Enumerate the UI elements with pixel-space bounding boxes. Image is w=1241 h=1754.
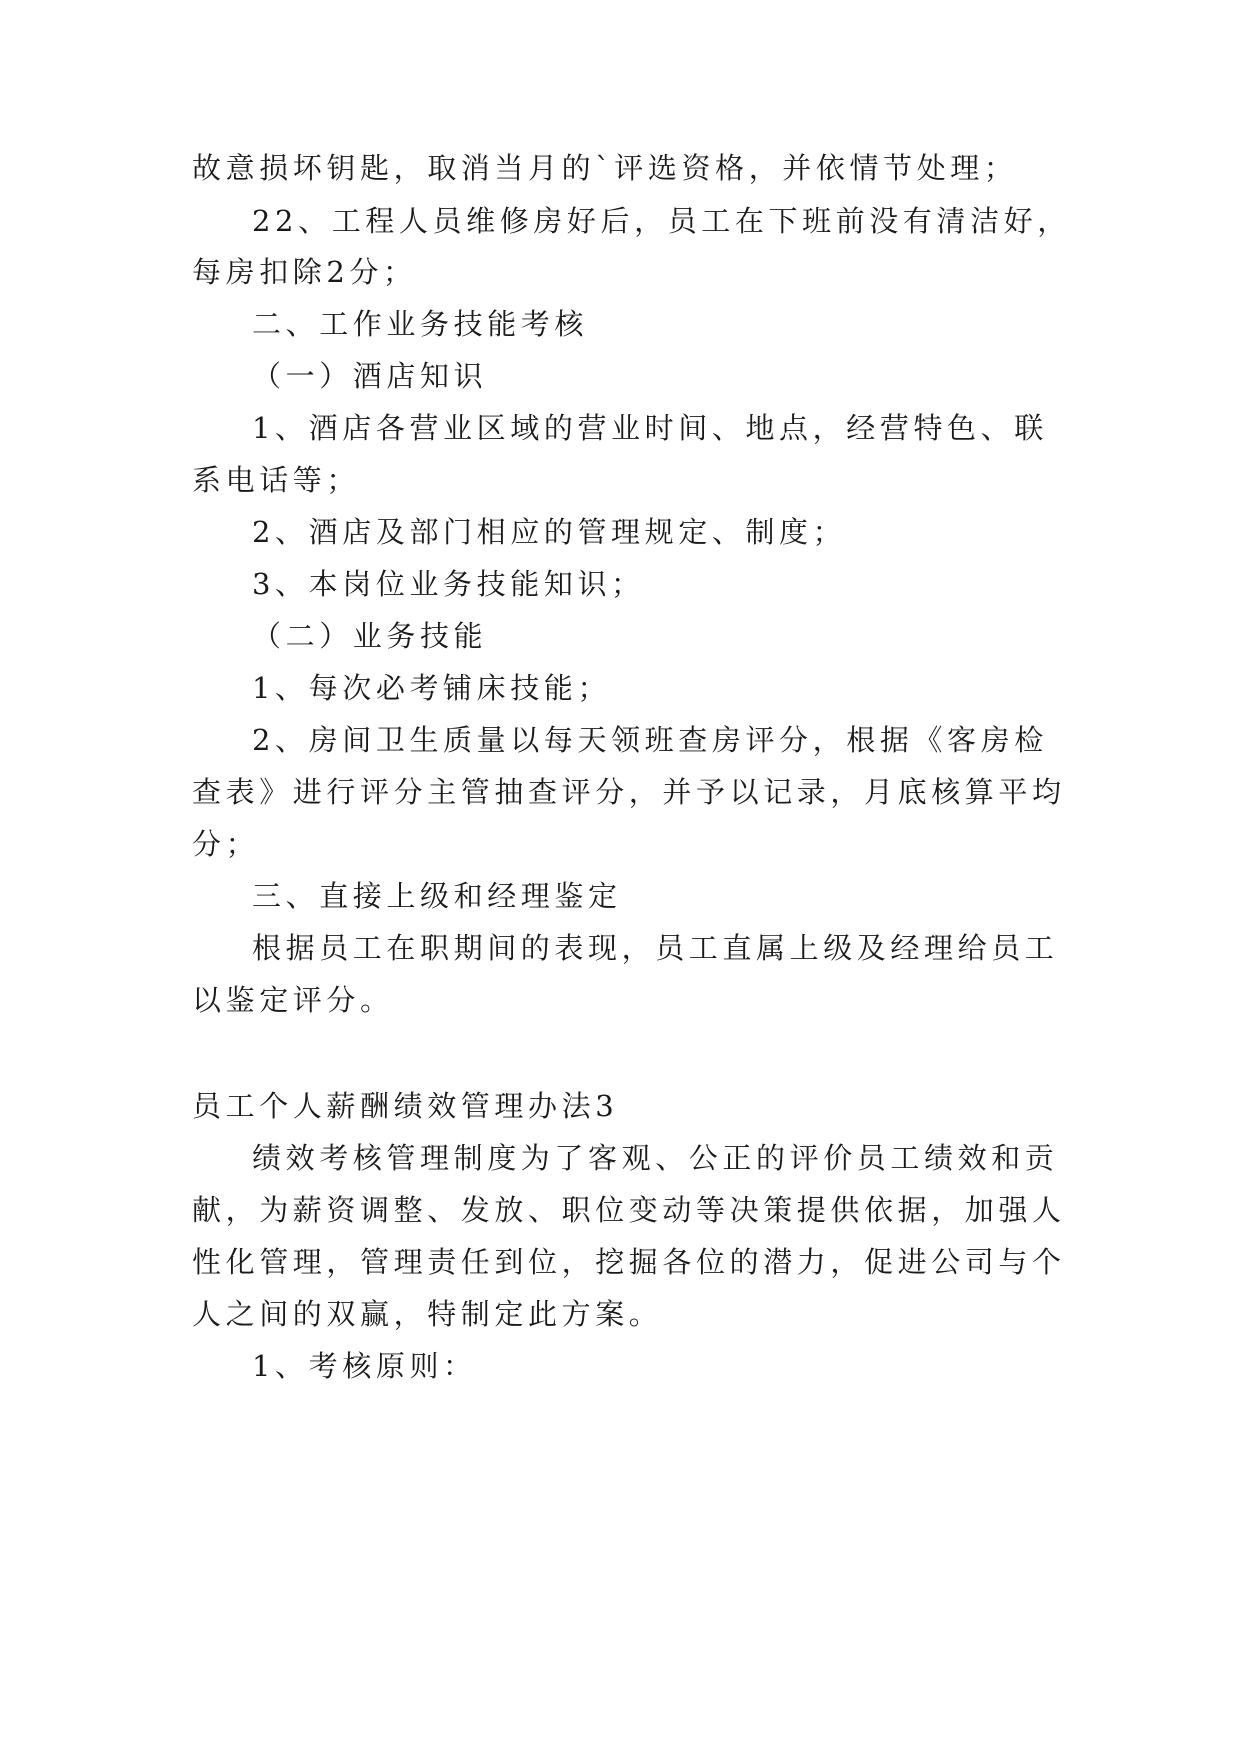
paragraph-line: 故意损坏钥匙，取消当月的`评选资格，并依情节处理； [192, 151, 1018, 185]
paragraph-line: 献，为薪资调整、发放、职位变动等决策提供依据，加强人 [192, 1193, 1066, 1227]
paragraph-line: 以鉴定评分。 [192, 983, 394, 1017]
subsection-heading: （二）业务技能 [252, 619, 488, 653]
paragraph-line: 1、酒店各营业区域的营业时间、地点，经营特色、联 [252, 411, 1048, 445]
section-heading: 1、考核原则： [252, 1349, 477, 1383]
paragraph-line: 性化管理，管理责任到位，挖掘各位的潜力，促进公司与个 [192, 1245, 1066, 1279]
section-heading: 二、工作业务技能考核 [252, 307, 589, 341]
paragraph-line: 查表》进行评分主管抽查评分，并予以记录，月底核算平均 [192, 775, 1066, 809]
paragraph-line: 2、酒店及部门相应的管理规定、制度； [252, 515, 847, 549]
paragraph-line: 22、工程人员维修房好后，员工在下班前没有清洁好， [252, 204, 1071, 238]
paragraph-line: 2、房间卫生质量以每天领班查房评分，根据《客房检 [252, 723, 1048, 757]
paragraph-line: 绩效考核管理制度为了客观、公正的评价员工绩效和贡 [252, 1141, 1059, 1175]
paragraph-line: 分； [192, 827, 260, 861]
section-heading: 三、直接上级和经理鉴定 [252, 879, 622, 913]
paragraph-line: 系电话等； [192, 463, 361, 497]
subsection-heading: （一）酒店知识 [252, 359, 488, 393]
paragraph-line: 3、本岗位业务技能知识； [252, 567, 645, 601]
paragraph-line: 人之间的双赢，特制定此方案。 [192, 1297, 663, 1331]
article-title: 员工个人薪酬绩效管理办法3 [192, 1089, 619, 1123]
paragraph-line: 每房扣除2分； [192, 255, 417, 289]
paragraph-line: 根据员工在职期间的表现，员工直属上级及经理给员工 [252, 931, 1059, 965]
paragraph-line: 1、每次必考铺床技能； [252, 671, 612, 705]
